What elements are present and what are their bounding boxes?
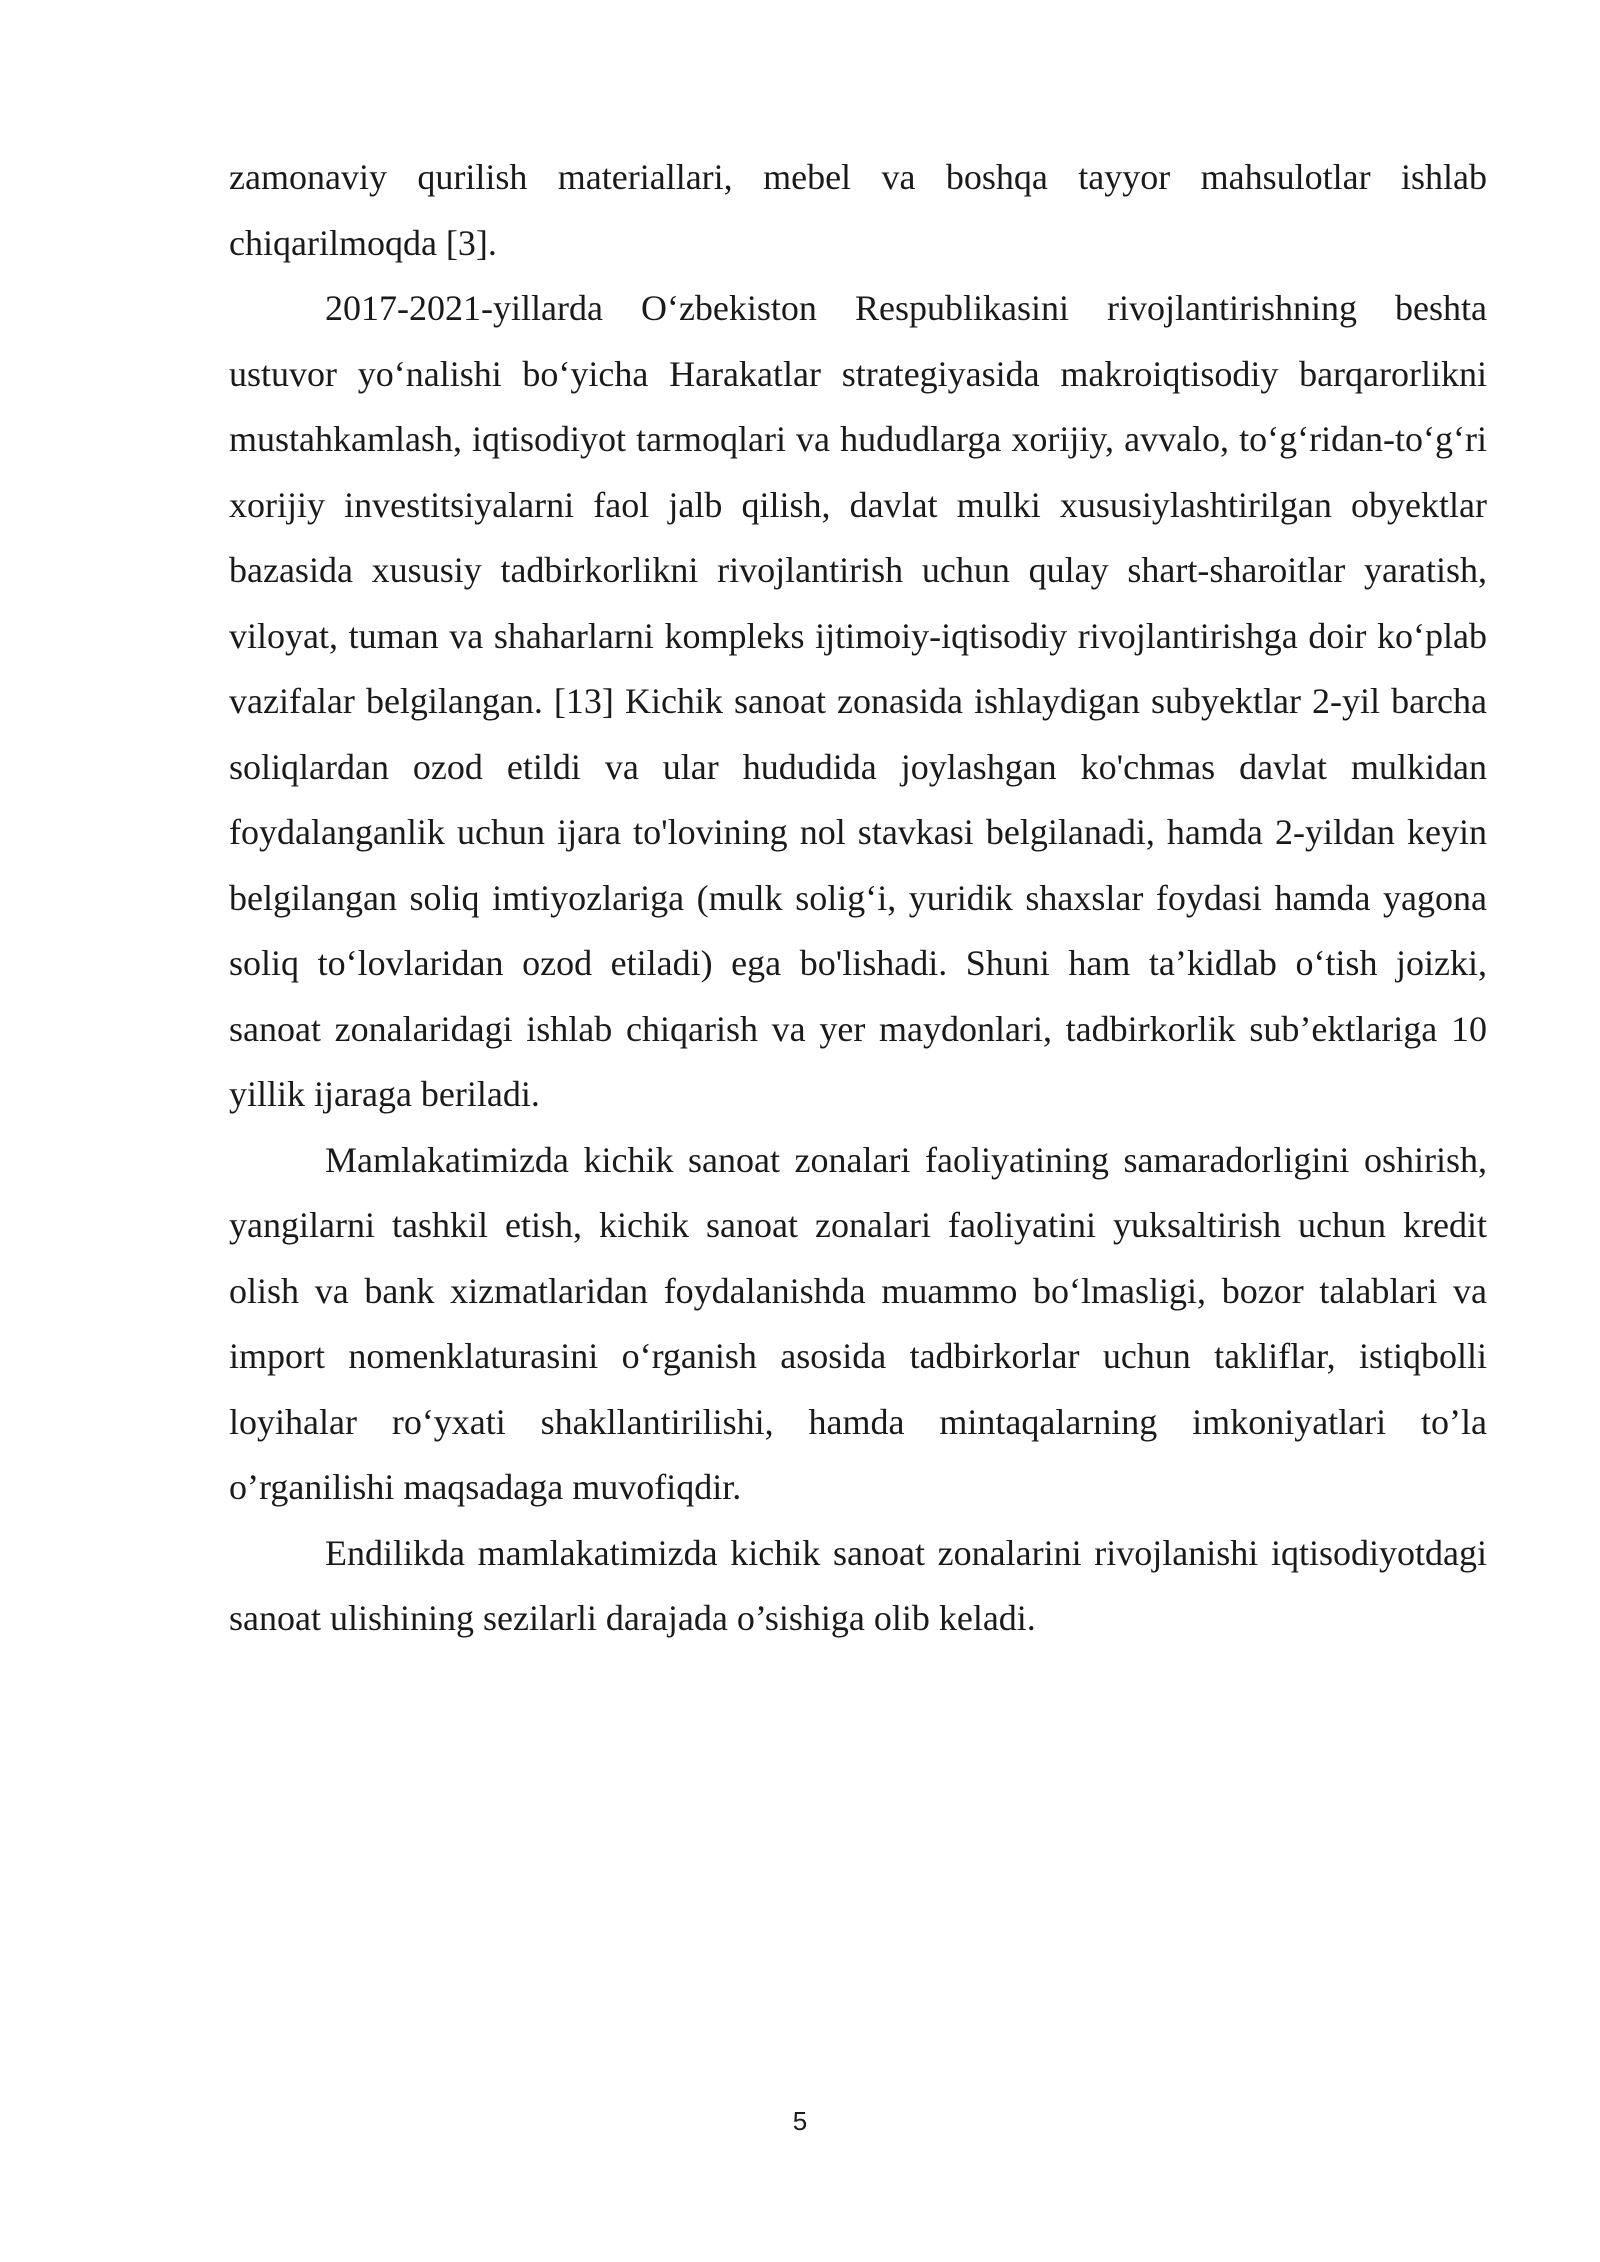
page-number: 5: [792, 2106, 808, 2136]
body-text: [229, 145, 1487, 1652]
paragraph-continuation: zamonaviy qurilish materiallari, mebel va boshqa tayyor mahsulotlar ishlab chiqarilmoqda [3].: [229, 157, 1487, 263]
paragraph-conclusion: Endilikda mamlakatimizda kichik sanoat zonalarini rivojlanishi iqtisodiyotdagi sanoat ulishining sezilarli darajada o’sishiga olib keladi.: [229, 1532, 1487, 1638]
paragraph-strategy: 2017-2021-yillarda O‘zbekiston Respublikasini rivojlantirishning beshta ustuvor yo‘nalishi bo‘yicha Harakatlar strategiyasida makroiqtisodiy barqarorlikni mustahkamlash, iqtisodiyot tarmoqlari va hududlarga xorijiy, avvalo, to‘g‘ridan-to‘g‘ri xorijiy investitsiyalarni faol jalb qilish, davlat mulki xususiylashtirilgan obyektlar bazasida xususiy tadbirkorlikni rivojlantirish uchun qulay shart-sharoitlar yaratish, viloyat, tuman va shaharlarni kompleks ijtimoiy-iqtisodiy rivojlantirishga doir ko‘plab vazifalar belgilangan. [13] Kichik sanoat zonasida ishlaydigan subyektlar 2-yil barcha soliqlardan ozod etildi va ular hududida joylashgan ko'chmas davlat mulkidan foydalanganlik uchun ijara to'lovining nol stavkasi belgilanadi, hamda 2-yildan keyin belgilangan soliq imtiyozlariga (mulk solig‘i, yuridik shaxslar foydasi hamda yagona soliq to‘lovlaridan ozod etiladi) ega bo'lishadi. Shuni ham ta’kidlab o‘tish joizki, sanoat zonalaridagi ishlab chiqarish va yer maydonlari, tadbirkorlik sub’ektlariga 10 yillik ijaraga beriladi.: [229, 288, 1487, 1114]
paragraph-efficiency: Mamlakatimizda kichik sanoat zonalari faoliyatining samaradorligini oshirish, yangilarni tashkil etish, kichik sanoat zonalari faoliyatini yuksaltirish uchun kredit olish va bank xizmatlaridan foydalanishda muammo bo‘lmasligi, bozor talablari va import nomenklaturasini o‘rganish asosida tadbirkorlar uchun takliflar, istiqbolli loyihalar ro‘yxati shakllantirilishi, hamda mintaqalarning imkoniyatlari to’la o’rganilishi maqsadaga muvofiqdir.: [229, 1139, 1487, 1507]
